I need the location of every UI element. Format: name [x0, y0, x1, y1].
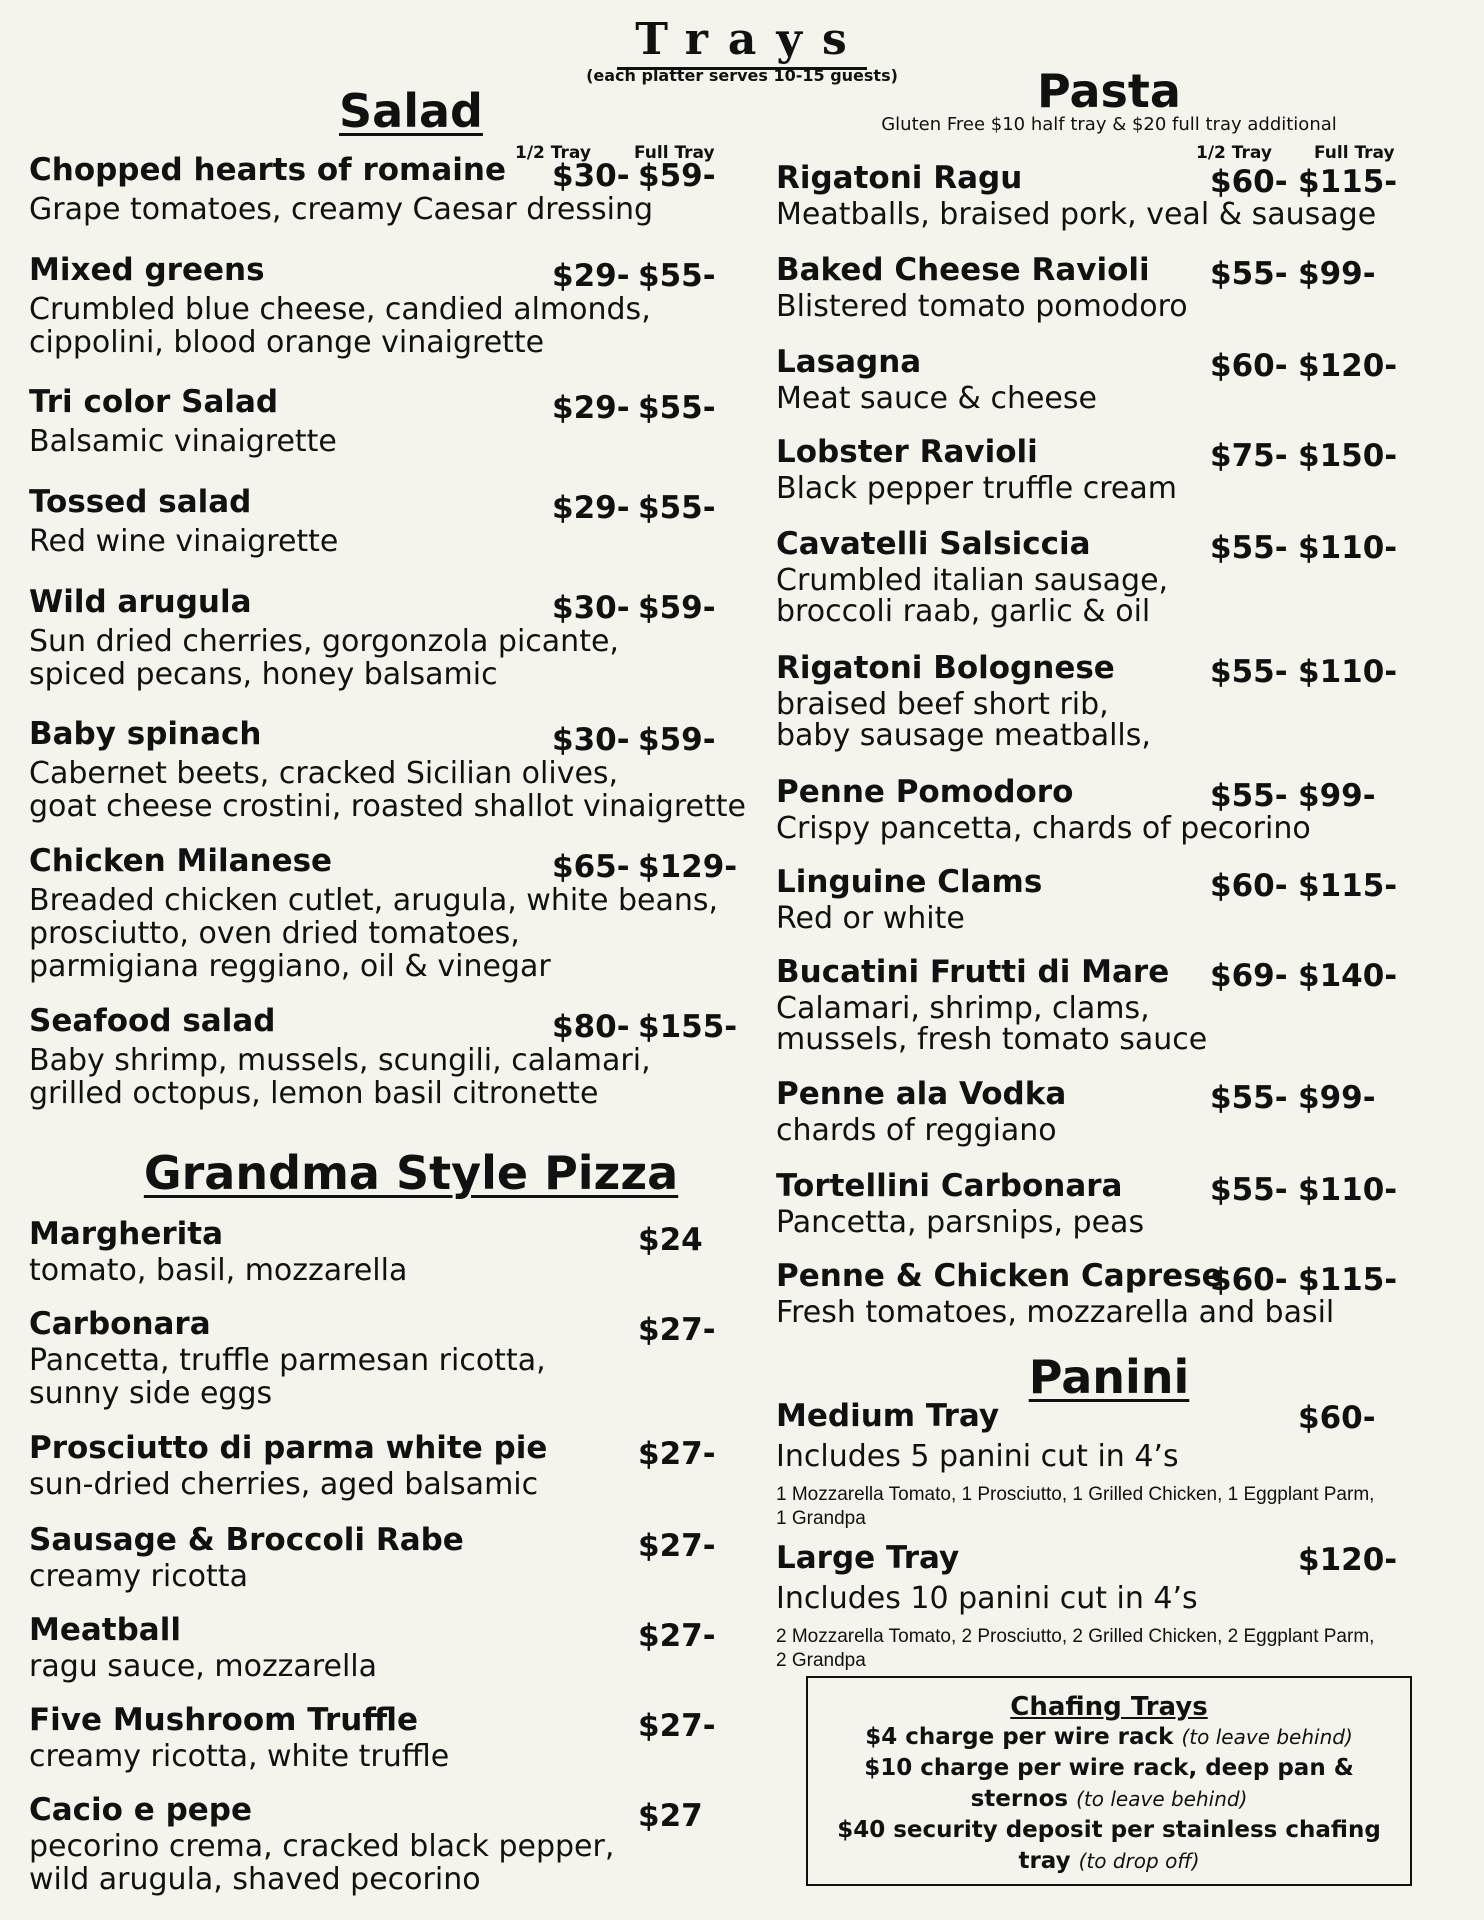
salad-item-desc: spiced pecans, honey balsamic: [29, 657, 498, 692]
pasta-item-name: Baked Cheese Ravioli: [776, 252, 1150, 288]
pizza-heading: Grandma Style Pizza: [143, 1146, 679, 1200]
pasta-item-name: Lasagna: [776, 344, 922, 380]
chafing-line-2: $10 charge per wire rack, deep pan &: [864, 1755, 1354, 1781]
salad-item-desc: Red wine vinaigrette: [29, 524, 339, 559]
pizza-price: $27-: [638, 1528, 716, 1564]
salad-item-name: Seafood salad: [29, 1003, 276, 1039]
pasta-item-name: Bucatini Frutti di Mare: [776, 954, 1170, 990]
panini-item-name: Large Tray: [776, 1540, 960, 1576]
gluten-free-note: Gluten Free $10 half tray & $20 full tray additional: [881, 114, 1337, 135]
pasta-item-desc: Crumbled italian sausage,: [776, 563, 1169, 598]
pasta-item-desc: broccoli raab, garlic & oil: [776, 594, 1151, 629]
pasta-full-price: $115-: [1298, 1262, 1398, 1298]
pasta-item-desc: braised beef short rib,: [776, 687, 1109, 722]
salad-item-desc: Sun dried cherries, gorgonzola picante,: [29, 624, 619, 659]
pizza-price: $24: [638, 1222, 703, 1258]
pasta-item-desc: Meat sauce & cheese: [776, 381, 1097, 416]
pizza-price: $27: [638, 1798, 703, 1834]
pasta-item-desc: Crispy pancetta, chards of pecorino: [776, 811, 1311, 846]
pasta-item-name: Penne ala Vodka: [776, 1076, 1067, 1112]
pizza-item-desc: tomato, basil, mozzarella: [29, 1253, 408, 1288]
pasta-item-desc: Red or white: [776, 901, 965, 936]
panini-item-desc: Includes 5 panini cut in 4’s: [776, 1439, 1179, 1474]
pizza-item-name: Cacio e pepe: [29, 1792, 253, 1828]
pasta-half-price: $55-: [1210, 778, 1288, 814]
pasta-full-price: $140-: [1298, 958, 1398, 994]
salad-item-desc: Crumbled blue cheese, candied almonds,: [29, 292, 651, 327]
pizza-item-name: Margherita: [29, 1216, 223, 1252]
pasta-item-desc: baby sausage meatballs,: [776, 718, 1151, 753]
panini-item-desc: Includes 10 panini cut in 4’s: [776, 1581, 1198, 1616]
salad-item-desc: Balsamic vinaigrette: [29, 424, 337, 459]
pasta-item-name: Penne Pomodoro: [776, 774, 1074, 810]
pasta-item-desc: Calamari, shrimp, clams,: [776, 991, 1150, 1026]
salad-full-price: $59-: [638, 722, 716, 758]
pizza-item-desc: wild arugula, shaved pecorino: [29, 1862, 481, 1897]
panini-item-contents: 1 Grandpa: [776, 1508, 866, 1529]
pizza-item-desc: ragu sauce, mozzarella: [29, 1649, 378, 1684]
pasta-item-name: Linguine Clams: [776, 864, 1043, 900]
pasta-item-name: Rigatoni Bolognese: [776, 650, 1115, 686]
pizza-price: $27-: [638, 1708, 716, 1744]
pasta-item-name: Cavatelli Salsiccia: [776, 526, 1091, 562]
panini-item-contents: 2 Mozzarella Tomato, 2 Prosciutto, 2 Grilled Chicken, 2 Eggplant Parm,: [776, 1626, 1375, 1647]
panini-price: $120-: [1298, 1542, 1398, 1578]
pizza-item-desc: creamy ricotta: [29, 1559, 248, 1594]
salad-full-price: $59-: [638, 590, 716, 626]
salad-item-name: Baby spinach: [29, 716, 262, 752]
pasta-full-price: $115-: [1298, 164, 1398, 200]
pasta-half-price: $55-: [1210, 1080, 1288, 1116]
salad-half-price: $30-: [552, 158, 630, 194]
pasta-half-price: $60-: [1210, 1262, 1288, 1298]
pizza-item-desc: pecorino crema, cracked black pepper,: [29, 1829, 615, 1864]
pasta-full-price: $99-: [1298, 256, 1376, 292]
salad-item-desc: Grape tomatoes, creamy Caesar dressing: [29, 192, 654, 227]
pizza-item-desc: sunny side eggs: [29, 1376, 273, 1411]
panini-item-contents: 1 Mozzarella Tomato, 1 Prosciutto, 1 Grilled Chicken, 1 Eggplant Parm,: [776, 1484, 1375, 1505]
pasta-half-price: $55-: [1210, 654, 1288, 690]
pasta-full-price: $150-: [1298, 438, 1398, 474]
salad-item-name: Mixed greens: [29, 252, 265, 288]
salad-half-price: $65-: [552, 849, 630, 885]
salad-item-desc: Baby shrimp, mussels, scungili, calamari,: [29, 1043, 651, 1078]
pasta-half-price: $55-: [1210, 530, 1288, 566]
salad-heading: Salad: [339, 84, 483, 138]
pasta-item-desc: Fresh tomatoes, mozzarella and basil: [776, 1295, 1335, 1330]
pasta-half-price: $60-: [1210, 868, 1288, 904]
pasta-full-price: $120-: [1298, 348, 1398, 384]
salad-full-price: $55-: [638, 258, 716, 294]
salad-item-desc: parmigiana reggiano, oil & vinegar: [29, 949, 551, 984]
pizza-item-desc: sun-dried cherries, aged balsamic: [29, 1467, 539, 1502]
salad-half-price: $30-: [552, 722, 630, 758]
pizza-price: $27-: [638, 1618, 716, 1654]
chafing-trays-box: [806, 1676, 1412, 1886]
page-subtitle: (each platter serves 10-15 guests): [586, 66, 898, 85]
pasta-item-desc: Meatballs, braised pork, veal & sausage: [776, 197, 1377, 232]
pasta-full-price: $110-: [1298, 1172, 1398, 1208]
pizza-item-name: Meatball: [29, 1612, 181, 1648]
salad-full-tray-header: Full Tray: [634, 143, 715, 163]
pasta-item-desc: Black pepper truffle cream: [776, 471, 1177, 506]
salad-item-name: Chicken Milanese: [29, 843, 333, 879]
pasta-full-price: $110-: [1298, 654, 1398, 690]
page-title: Trays: [0, 14, 1484, 65]
salad-full-price: $59-: [638, 158, 716, 194]
salad-item-name: Tri color Salad: [29, 384, 279, 420]
salad-half-price: $29-: [552, 258, 630, 294]
pasta-item-name: Lobster Ravioli: [776, 434, 1038, 470]
salad-full-price: $129-: [638, 849, 738, 885]
pasta-item-name: Penne & Chicken Caprese: [776, 1258, 1223, 1294]
salad-item-desc: prosciutto, oven dried tomatoes,: [29, 916, 520, 951]
panini-price: $60-: [1298, 1400, 1376, 1436]
salad-item-desc: cippolini, blood orange vinaigrette: [29, 325, 545, 360]
salad-full-price: $55-: [638, 390, 716, 426]
salad-item-desc: grilled octopus, lemon basil citronette: [29, 1076, 599, 1111]
pizza-item-desc: Pancetta, truffle parmesan ricotta,: [29, 1343, 546, 1378]
salad-half-price: $29-: [552, 490, 630, 526]
pasta-item-desc: chards of reggiano: [776, 1113, 1057, 1148]
pasta-half-price: $69-: [1210, 958, 1288, 994]
salad-half-tray-header: 1/2 Tray: [515, 143, 591, 163]
salad-item-desc: Breaded chicken cutlet, arugula, white beans,: [29, 883, 719, 918]
pasta-full-price: $110-: [1298, 530, 1398, 566]
salad-item-name: Tossed salad: [29, 484, 252, 520]
salad-item-name: Chopped hearts of romaine: [29, 152, 506, 188]
salad-item-name: Wild arugula: [29, 584, 252, 620]
pizza-item-name: Carbonara: [29, 1306, 211, 1342]
panini-item-contents: 2 Grandpa: [776, 1650, 866, 1671]
panini-item-name: Medium Tray: [776, 1398, 1000, 1434]
pasta-half-price: $60-: [1210, 348, 1288, 384]
salad-full-price: $55-: [638, 490, 716, 526]
pasta-full-price: $99-: [1298, 778, 1376, 814]
salad-item-desc: Cabernet beets, cracked Sicilian olives,: [29, 756, 619, 791]
salad-half-price: $80-: [552, 1009, 630, 1045]
salad-item-desc: goat cheese crostini, roasted shallot vinaigrette: [29, 789, 746, 824]
pasta-item-name: Rigatoni Ragu: [776, 160, 1023, 196]
pasta-item-name: Tortellini Carbonara: [776, 1168, 1123, 1204]
pasta-heading: Pasta: [1037, 64, 1181, 118]
pasta-half-price: $60-: [1210, 164, 1288, 200]
pizza-item-desc: creamy ricotta, white truffle: [29, 1739, 450, 1774]
pasta-half-tray-header: 1/2 Tray: [1196, 143, 1272, 163]
pasta-item-desc: Pancetta, parsnips, peas: [776, 1205, 1145, 1240]
panini-heading: Panini: [1028, 1350, 1190, 1404]
pasta-half-price: $55-: [1210, 256, 1288, 292]
chafing-line-4: $40 security deposit per stainless chafing: [837, 1817, 1381, 1843]
pasta-full-price: $99-: [1298, 1080, 1376, 1116]
pizza-price: $27-: [638, 1312, 716, 1348]
pasta-item-desc: mussels, fresh tomato sauce: [776, 1022, 1208, 1057]
chafing-line-1: $4 charge per wire rack (to leave behind): [865, 1724, 1353, 1750]
pasta-full-price: $115-: [1298, 868, 1398, 904]
pasta-item-desc: Blistered tomato pomodoro: [776, 289, 1188, 324]
pasta-half-price: $75-: [1210, 438, 1288, 474]
pasta-half-price: $55-: [1210, 1172, 1288, 1208]
chafing-heading: Chafing Trays: [1010, 1692, 1208, 1722]
pasta-full-tray-header: Full Tray: [1314, 143, 1395, 163]
salad-full-price: $155-: [638, 1009, 738, 1045]
salad-half-price: $29-: [552, 390, 630, 426]
salad-half-price: $30-: [552, 590, 630, 626]
chafing-line-5: tray (to drop off): [1018, 1848, 1200, 1874]
chafing-line-3: sternos (to leave behind): [970, 1786, 1248, 1812]
pizza-price: $27-: [638, 1436, 716, 1472]
pizza-item-name: Prosciutto di parma white pie: [29, 1430, 548, 1466]
pizza-item-name: Five Mushroom Truffle: [29, 1702, 418, 1738]
pizza-item-name: Sausage & Broccoli Rabe: [29, 1522, 464, 1558]
